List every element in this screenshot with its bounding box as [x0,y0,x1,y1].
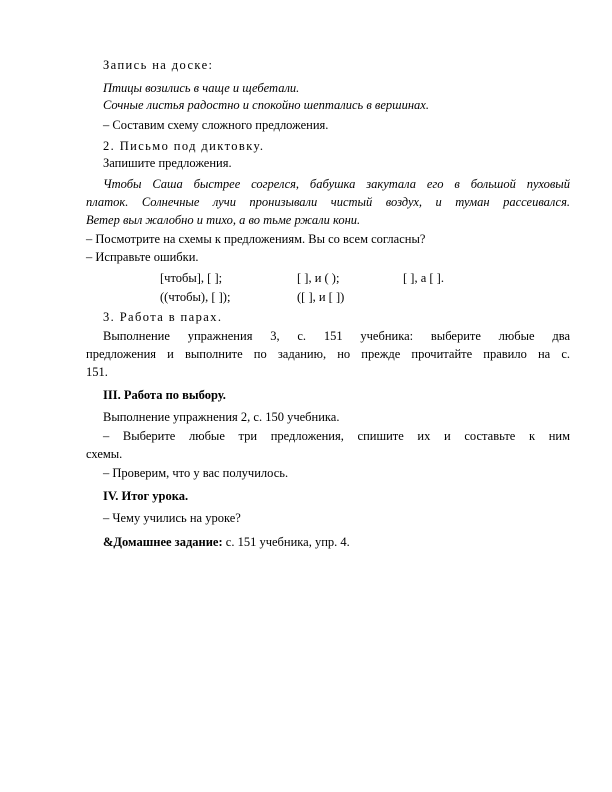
dictation-line-2: платок. Солнечные лучи пронизывали чистый воздух, и туман рассеивался. [86,195,570,209]
scheme-wrong-1: [чтобы], [ ]; [160,271,223,285]
scheme-wrong-3: [ ], а [ ]. [403,271,444,285]
dictation-line-1: Чтобы Саша быстрее согрелся, бабушка закутала его в большой пуховый [103,177,570,191]
choice-line-1: – Выберите любые три предложения, спишите их и составьте к ним [103,429,570,443]
pairs-line-3: 151. [86,365,108,379]
pairs-line-2: предложения и выполните по заданию, но прежде прочитайте правило на с. [86,347,570,361]
scheme-wrong-2: [ ], и ( ); [297,271,340,285]
choice-heading: III. Работа по выбору. [103,388,226,402]
pairs-heading: 3. Работа в парах. [103,310,223,324]
dictation-heading: 2. Письмо под диктовку. [103,139,265,153]
dictation-instruction: Запишите предложения. [103,156,232,170]
board-heading: Запись на доске: [103,58,214,72]
homework-line [103,534,350,552]
fix-errors-task: – Исправьте ошибки. [86,250,199,264]
check-results: – Проверим, что у вас получилось. [103,466,289,480]
board-sentence-2: Сочные листья радостно и спокойно шептались в вершинах. [103,98,429,112]
pairs-line-1: Выполнение упражнения 3, с. 151 учебника: выберите любые два [103,329,570,343]
summary-question: – Чему учились на уроке? [103,511,241,525]
dictation-line-3: Ветер выл жалобно и тихо, а во тьме ржали кони. [86,213,361,227]
look-schemes-question: – Посмотрите на схемы к предложениям. Вы со всем согласны? [86,232,426,246]
scheme-right-2: ([ ], и [ ]) [297,290,345,304]
choice-line-2: схемы. [86,447,123,461]
scheme-right-1: ((чтобы), [ ]); [160,290,231,304]
summary-heading: IV. Итог урока. [103,489,189,503]
scheme-task: – Составим схему сложного предложения. [103,118,329,132]
homework-text: с. 151 учебника, упр. 4. [222,535,350,549]
choice-exercise: Выполнение упражнения 2, с. 150 учебника. [103,410,340,424]
homework-label: &Домашнее задание: [103,535,223,549]
board-sentence-1: Птицы возились в чаще и щебетали. [103,81,300,95]
